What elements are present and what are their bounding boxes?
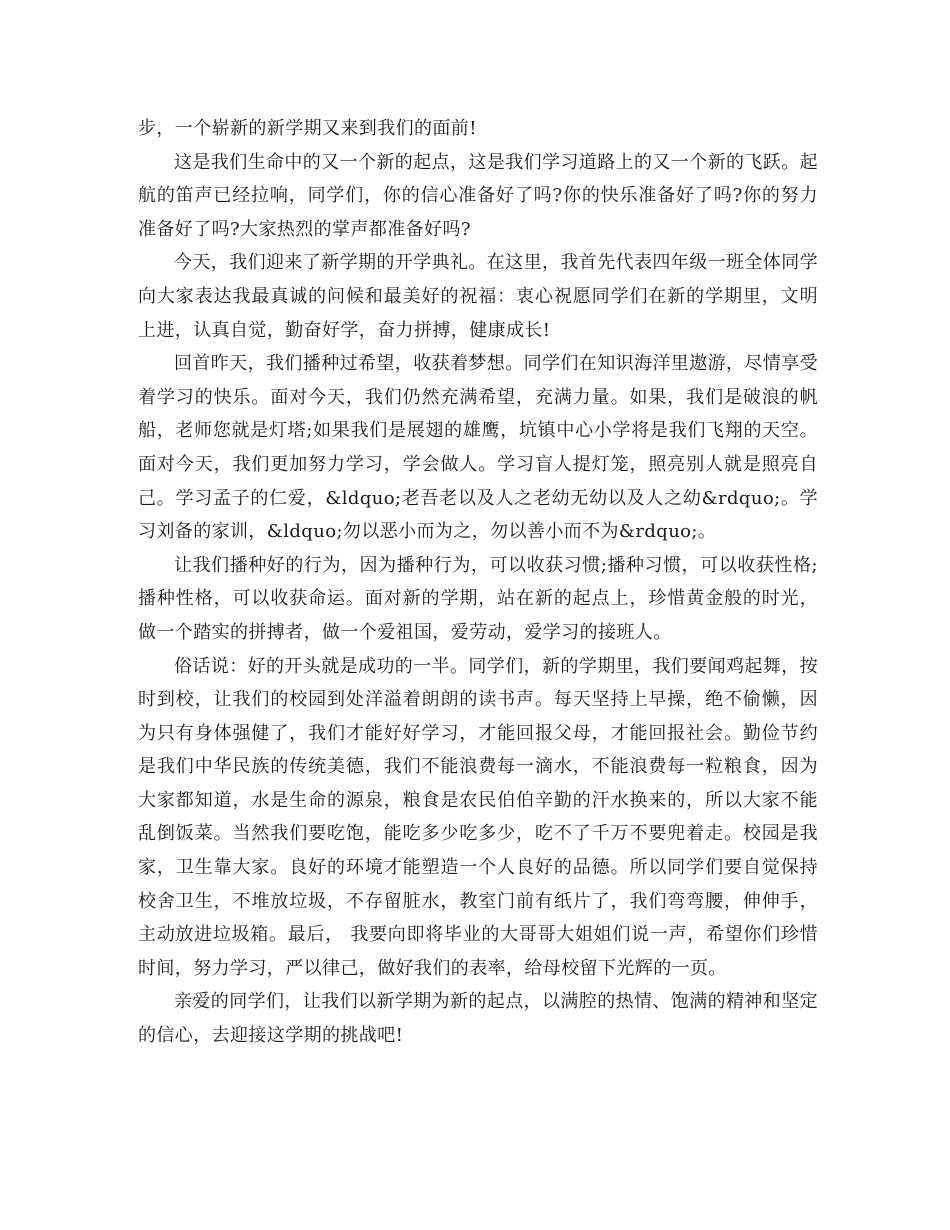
paragraph-6: 俗话说：好的开头就是成功的一半。同学们，新的学期里，我们要闻鸡起舞，按时到校，让我们的校园到处洋溢着朗朗的读书声。每天坚持上早操，绝不偷懒，因为只有身体强健了，我们才能好好学习，才能回报父母，才能回报社会。勤俭节约是我们中华民族的传统美德，我们不能浪费每一滴水，不能浪费每一粒粮食，因为大家都知道，水是生命的源泉，粮食是农民伯伯辛勤的汗水换来的，所以大家不能乱倒饭菜。当然我们要吃饱，能吃多少吃多少，吃不了千万不要兜着走。校园是我家，卫生靠大家。良好的环境才能塑造一个人良好的品德。所以同学们要自觉保持校舍卫生，不堆放垃圾，不存留脏水，教室门前有纸片了，我们弯弯腰，伸伸手，主动放进垃圾箱。最后， 我要向即将毕业的大哥哥大姐姐们说一声，希望你们珍惜时间，努力学习，严以律己，做好我们的表率，给母校留下光辉的一页。	[138, 655, 818, 979]
paragraph-1: 步，一个崭新的新学期又来到我们的面前!	[138, 118, 477, 139]
paragraph-4: 回首昨天，我们播种过希望，收获着梦想。同学们在知识海洋里遨游，尽情享受着学习的快乐。面对今天，我们仍然充满希望，充满力量。如果，我们是破浪的帆船，老师您就是灯塔;如果我们是展翅的雄鹰，坑镇中心小学将是我们飞翔的天空。面对今天，我们更加努力学习，学会做人。学习盲人提灯笼，照亮别人就是照亮自己。学习孟子的仁爱，&ldquo;老吾老以及人之老幼无幼以及人之幼&rdquo;。学习刘备的家训，&ldquo;勿以恶小而为之，勿以善小而不为&rdquo;。	[138, 353, 818, 543]
paragraph-2: 这是我们生命中的又一个新的起点，这是我们学习道路上的又一个新的飞跃。起航的笛声已经拉响，同学们，你的信心准备好了吗?你的快乐准备好了吗?你的努力准备好了吗?大家热烈的掌声都准备好吗?	[138, 151, 818, 240]
paragraph-7: 亲爱的同学们，让我们以新学期为新的起点，以满腔的热情、饱满的精神和坚定的信心，去迎接这学期的挑战吧!	[138, 991, 818, 1047]
document-body	[138, 112, 818, 1053]
paragraph-5: 让我们播种好的行为，因为播种行为，可以收获习惯;播种习惯，可以收获性格;播种性格，可以收获命运。面对新的学期，站在新的起点上，珍惜黄金般的时光，做一个踏实的拼搏者，做一个爱祖国，爱劳动，爱学习的接班人。	[138, 554, 818, 643]
paragraph-3: 今天，我们迎来了新学期的开学典礼。在这里，我首先代表四年级一班全体同学向大家表达我最真诚的问候和最美好的祝福：衷心祝愿同学们在新的学期里，文明上进，认真自觉，勤奋好学，奋力拼搏，健康成长!	[138, 252, 818, 341]
